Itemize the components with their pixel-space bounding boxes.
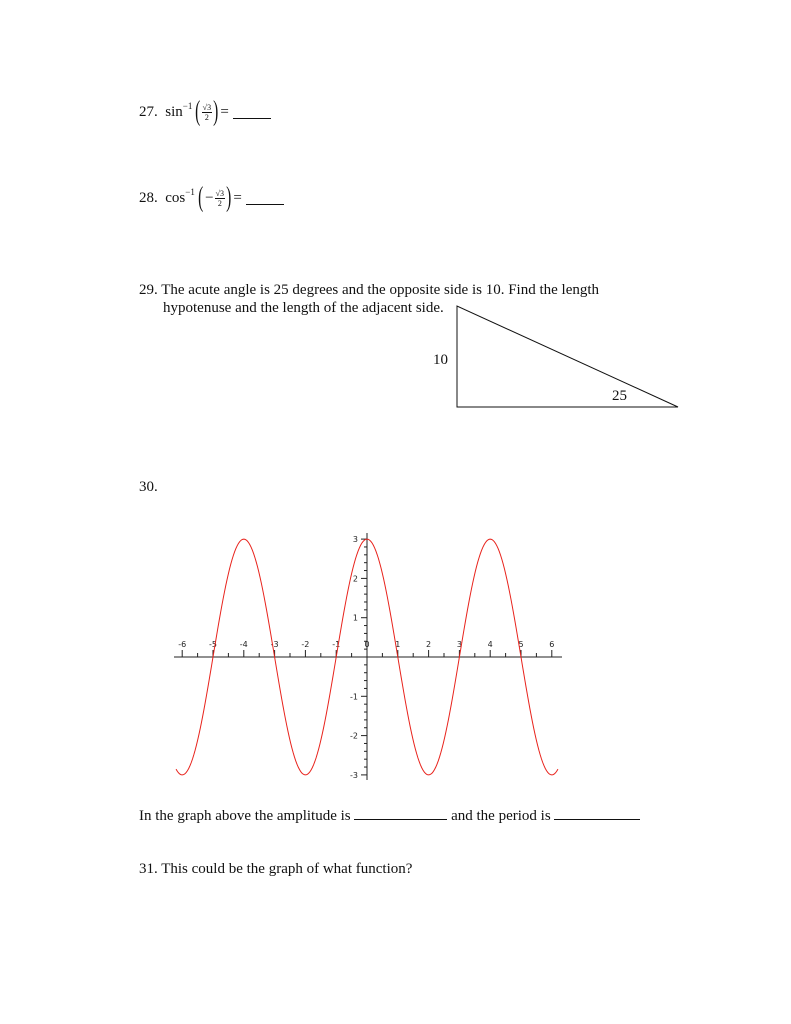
- period-prompt: and the period is: [451, 808, 551, 824]
- x-tick-label: 0: [364, 640, 370, 649]
- y-tick-label: 2: [352, 574, 358, 584]
- triangle-shape: [457, 306, 678, 407]
- x-tick-label: 3: [456, 640, 462, 649]
- x-tick-label: -1: [332, 640, 341, 649]
- negative-sign: −: [205, 190, 214, 206]
- y-tick-label: -2: [350, 731, 358, 741]
- fraction-numerator: √3: [215, 188, 225, 198]
- amplitude-prompt: In the graph above the amplitude is: [139, 808, 351, 824]
- x-tick-label: -4: [239, 640, 248, 649]
- question-28: [139, 182, 284, 213]
- question-27: [139, 96, 271, 127]
- question-27-expression: sin −1 ( $\frac{√3}{2}$ ) =: [162, 99, 271, 125]
- question-30-prompt: [139, 807, 640, 825]
- question-29-line2: hypotenuse and the length of the adjacent side.: [163, 300, 444, 316]
- inverse-exponent: −1: [185, 187, 195, 197]
- question-28-expression: cos −1 ( − $\frac{√3}{2}$ ) =: [162, 185, 284, 211]
- angle-label: 25: [612, 388, 627, 404]
- y-tick-label: 3: [352, 535, 358, 545]
- y-tick-label: -3: [350, 770, 358, 780]
- fraction-denominator: 2: [204, 112, 209, 122]
- question-31: 31. This could be the graph of what function?: [139, 861, 413, 877]
- question-28-number: 28.: [139, 190, 158, 206]
- x-tick-label: 1: [395, 640, 401, 649]
- fraction: [215, 189, 225, 208]
- fraction: [202, 103, 212, 122]
- question-30-number: 30.: [139, 479, 158, 495]
- period-answer-blank[interactable]: [554, 807, 640, 820]
- fraction-numerator: √3: [202, 102, 212, 112]
- answer-blank-28[interactable]: [246, 192, 284, 205]
- amplitude-answer-blank[interactable]: [354, 807, 447, 820]
- answer-blank-27[interactable]: [233, 106, 271, 119]
- equals-sign: =: [220, 104, 229, 120]
- equals-sign: =: [233, 190, 242, 206]
- x-tick-label: 4: [487, 640, 493, 649]
- x-tick-label: -6: [178, 640, 187, 649]
- x-tick-label: -3: [270, 640, 279, 649]
- y-tick-label: 1: [352, 613, 358, 623]
- fraction-denominator: 2: [217, 198, 222, 208]
- inverse-exponent: −1: [182, 101, 193, 111]
- cos-function: cos: [165, 190, 186, 206]
- x-tick-label: -5: [209, 640, 217, 649]
- question-29-line1: 29. The acute angle is 25 degrees and the opposite side is 10. Find the length: [139, 282, 600, 298]
- x-tick-label: 2: [426, 640, 432, 649]
- sin-function: sin: [165, 104, 183, 120]
- x-tick-label: 5: [518, 640, 524, 649]
- opposite-side-label: 10: [433, 352, 448, 368]
- question-27-number: 27.: [139, 104, 158, 120]
- x-tick-label: -2: [301, 640, 310, 649]
- cosine-curve: [176, 539, 558, 775]
- y-tick-label: -1: [350, 692, 358, 702]
- x-tick-label: 6: [549, 640, 555, 649]
